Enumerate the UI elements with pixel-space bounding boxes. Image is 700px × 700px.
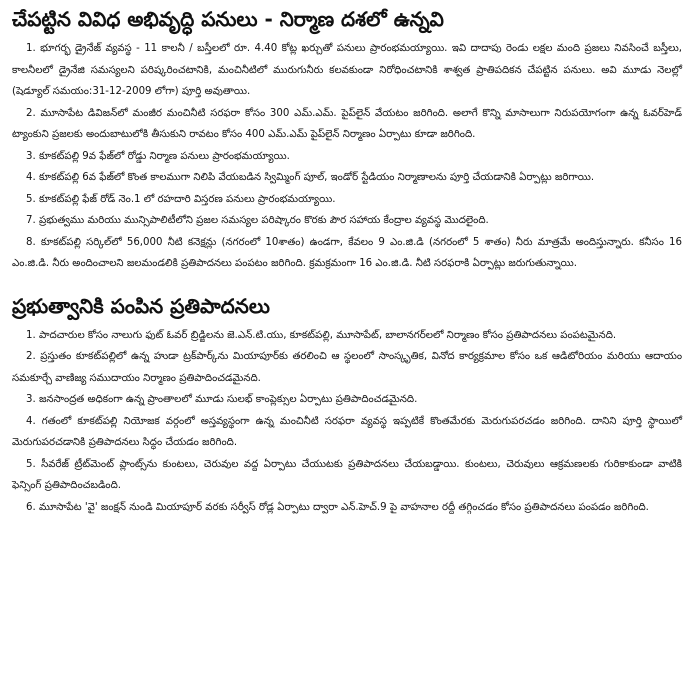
list-item: 4. గతంలో కూకట్‌పల్లి నియోజక వర్గంలో అస్తవ్యస్థంగా ఉన్న మంచినీటి సరఫరా వ్యవస్థ ఇప్పటికే కొంతమేరకు మెరుగుపరచడం జరిగింది. దానిని పూర్తి స్థాయిలో మెరుగుపరచడానికి ప్రతిపాదనలు సిద్ధం చేయడం జరిగింది. [12, 415, 682, 448]
section-title-proposals: ప్రభుత్వానికి పంపిన ప్రతిపాదనలు [12, 293, 270, 318]
list-item: 6. మూసాపేట 'వై' జంక్షన్ నుండి మియాపూర్ వరకు సర్వీస్ రోడ్ల ఏర్పాటు ద్వారా ఎన్.హెచ్.9 పై వాహనాల రద్దీ తగ్గించడం కోసం ప్రతిపాదనలు పంపడం జరిగింది. [26, 501, 649, 513]
list-item: 3. కూకట్‌పల్లి 9వ ఫేజ్‌లో రోడ్డు నిర్మాణ పనులు ప్రారంభమయ్యాయి. [26, 150, 290, 162]
list-item: 5. కూకట్‌పల్లి ఫేజ్ రోడ్ నెం.1 లో రహదారి విస్తరణ పనులు ప్రారంభమయ్యాయి. [26, 193, 336, 205]
list-item: 8. కూకట్‌పల్లి సర్కిల్‌లో 56,000 నీటి కనెక్షన్లు (నగరంలో 10శాతం) ఉండగా, కేవలం 9 ఎం.జి.డి (నగరంలో 5 శాతం) నీరు మాత్రమే అందిస్తున్నారు. కనీసం 16 ఎం.జి.డి. నీరు అందించాలని జలమండలికి ప్రతిపాదనలు పంపటం జరిగింది. క్రమక్రమంగా 16 ఎం.జి.డి. నీటి సరఫరాకి ఏర్పాట్లు జరుగుతున్నాయి. [12, 236, 682, 269]
list-item: 1. భూగర్భ డ్రైనేజ్ వ్యవస్థ - 11 కాలనీ / బస్తీలలో రూ. 4.40 కోట్ల ఖర్చుతో పనులు ప్రారంభమయ్యాయి. ఇవి దాదాపు రెండు లక్షల మంది ప్రజలు నివసించే బస్తీలు, కాలనీలలో డ్రైనేజి సమస్యలని పరిష్కరించటానికి, మంచినీటిలో మురుగునీరు కలవకుండా నిరోధించటానికి శాశ్వత ప్రాతిపదికన చేపట్టిన పనులు. అవి మూడు నెలల్లో (షెడ్యూల్ సమయం:31-12-2009 లోగా) పూర్తి అవుతాయి. [12, 43, 682, 97]
development-works-list [12, 38, 682, 275]
list-item: 4. కూకట్‌పల్లి 6వ ఫేజ్‌లో కొంత కాలముగా నిలిపి వేయబడిన స్విమ్మింగ్ పూల్, ఇండోర్ స్టేడియం నిర్మాణాలను పూర్తి చేయడానికి ఏర్పాట్లు జరిగాయి. [26, 172, 595, 183]
list-item: 2. ప్రస్తుతం కూకట్‌పల్లిలో ఉన్న హుడా ట్రక్‌పార్క్‌ను మియాపూర్‌కు తరలించి ఆ స్థలంలో సాంస్కృతిక, వినోద కార్యక్రమాల కోసం ఒక ఆడిటోరియం మరియు ఆదాయం సమకూర్చే వాణిజ్య సముదాయం నిర్మాణం ప్రతిపాదించడమైనది. [12, 351, 682, 384]
list-item: 1. పాదచారుల కోసం నాలుగు ఫుట్ ఓవర్ బ్రిడ్జిలను జె.ఎన్.టి.యు, కూకట్‌పల్లి, మూసాపేట్, బాలానగర్‌లలో నిర్మాణం కోసం ప్రతిపాదనలు పంపటమైనది. [26, 329, 617, 341]
section-title-development-works: చేపట్టిన వివిధ అభివృద్ధి పనులు - నిర్మాణ దశలో ఉన్నవి [12, 7, 444, 31]
list-item: 2. మూసాపేట డివిజన్‌లో మంజీర మంచినీటి సరఫరా కోసం 300 ఎమ్.ఎమ్. పైప్‌లైన్ వేయటం జరిగింది. అలాగే కొన్ని మాసాలుగా నిరుపయోగంగా ఉన్న ఓవర్‌హెడ్ ట్యాంకుని ప్రజలకు అందుబాటులోకి తీసుకుని రావటం కోసం 400 ఎమ్.ఎమ్ పైప్‌లైన్ నిర్మాణం ఏర్పాటు కూడా జరిగింది. [12, 107, 682, 140]
list-item: 5. సీవరేజ్ ట్రీట్‌మెంట్ ప్లాంట్స్‌ను కుంటలు, చెరువుల వద్ద ఏర్పాటు చేయుటకు ప్రతిపాదనలు చేయబడ్డాయి. కుంటలు, చెరువులు ఆక్రమణలకు గురికాకుండా వాటికి ఫెన్సింగ్ ప్రతిపాదించబడింది. [12, 458, 682, 491]
proposals-list [12, 325, 682, 519]
list-item: 3. జనసాంద్రత అధికంగా ఉన్న ప్రాంతాలలో మూడు సులభ్ కాంప్లెక్సుల ఏర్పాటు ప్రతిపాదించడమైనది. [26, 394, 418, 405]
list-item: 7. ప్రభుత్వము మరియు మున్సిపాలిటీలోని ప్రజల సమస్యల పరిష్కారం కొరకు పౌర సహాయ కేంద్రాల వ్యవస్థ మొదలైంది. [26, 215, 489, 226]
